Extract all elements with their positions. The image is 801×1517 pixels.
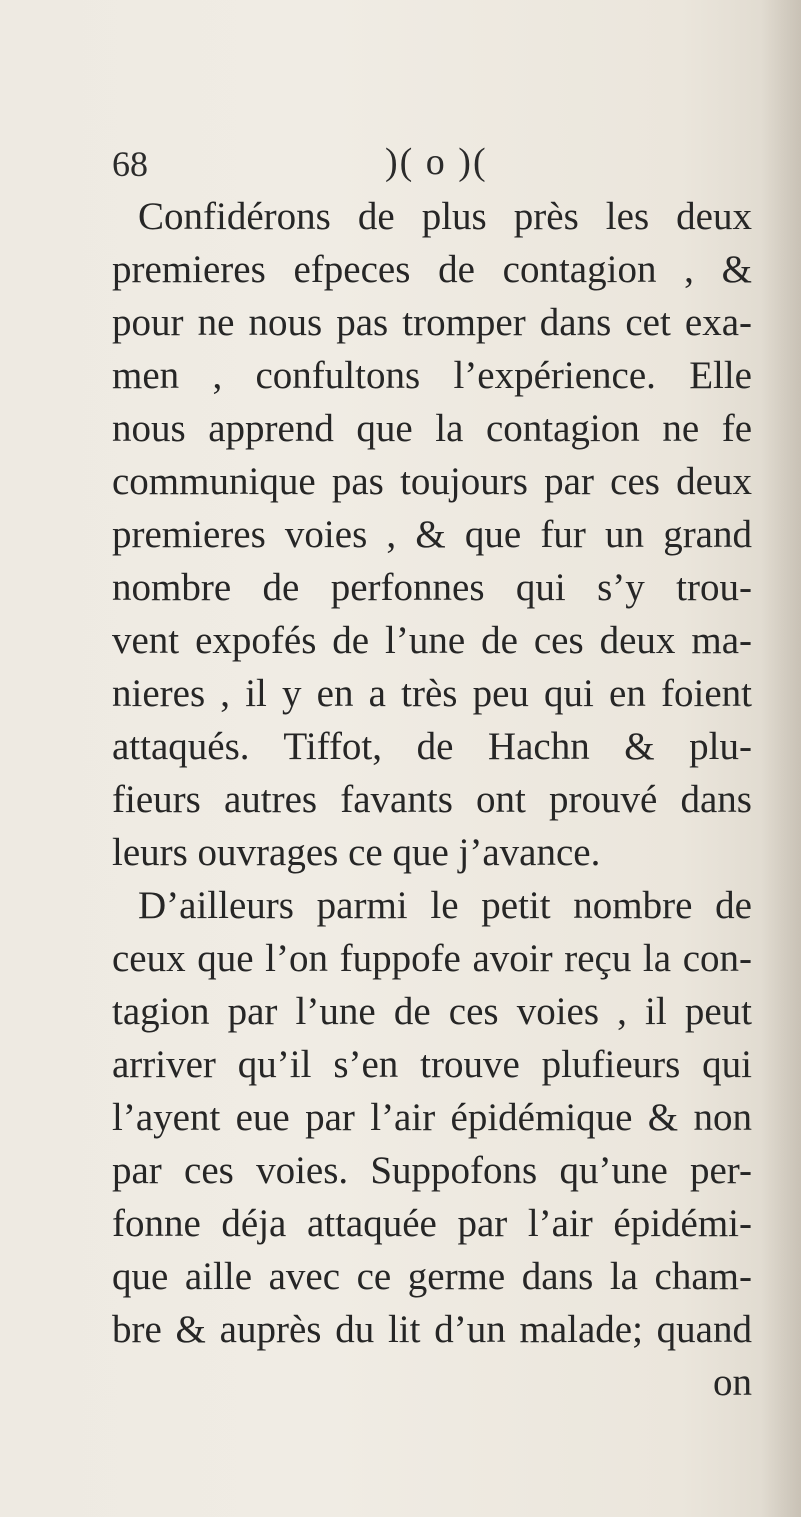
page-edge-shadow (761, 0, 801, 1517)
text-line: nieres , il y en a très peu qui en foient (112, 672, 752, 715)
page-header (0, 140, 801, 190)
page-number: 68 (112, 144, 148, 184)
text-line: nous apprend que la contagion ne fe (112, 407, 752, 450)
text-line: fieurs autres favants ont prouvé dans (112, 778, 752, 821)
text-line: premieres efpeces de contagion , & (112, 248, 752, 291)
text-line: men , confultons l’expérience. Elle (112, 354, 752, 397)
text-line: l’ayent eue par l’air épidémique & non (112, 1096, 752, 1139)
text-line: tagion par l’une de ces voies , il peut (112, 990, 752, 1033)
text-line: bre & auprès du lit d’un malade; quand (112, 1308, 752, 1351)
text-line: Confidérons de plus près les deux (138, 195, 752, 238)
text-line: premieres voies , & que fur un grand (112, 513, 752, 556)
text-line: attaqués. Tiffot, de Hachn & plu- (112, 725, 752, 768)
text-line: pour ne nous pas tromper dans cet exa- (112, 301, 752, 344)
text-line: arriver qu’il s’en trouve plufieurs qui (112, 1043, 752, 1086)
text-line: que aille avec ce germe dans la cham- (112, 1255, 752, 1298)
text-line: communique pas toujours par ces deux (112, 460, 752, 503)
header-ornament: )( o )( (385, 141, 488, 183)
text-line: nombre de perfonnes qui s’y trou- (112, 566, 752, 609)
text-line: ceux que l’on fuppofe avoir reçu la con- (112, 937, 752, 980)
text-line: D’ailleurs parmi le petit nombre de (138, 884, 752, 927)
text-line: par ces voies. Suppofons qu’une per- (112, 1149, 752, 1192)
text-line: leurs ouvrages ce que j’avance. (112, 831, 601, 874)
catchword: on (713, 1361, 752, 1404)
text-line: fonne déja attaquée par l’air épidémi- (112, 1202, 752, 1245)
body-text (112, 190, 752, 1409)
text-line: vent expofés de l’une de ces deux ma- (112, 619, 752, 662)
